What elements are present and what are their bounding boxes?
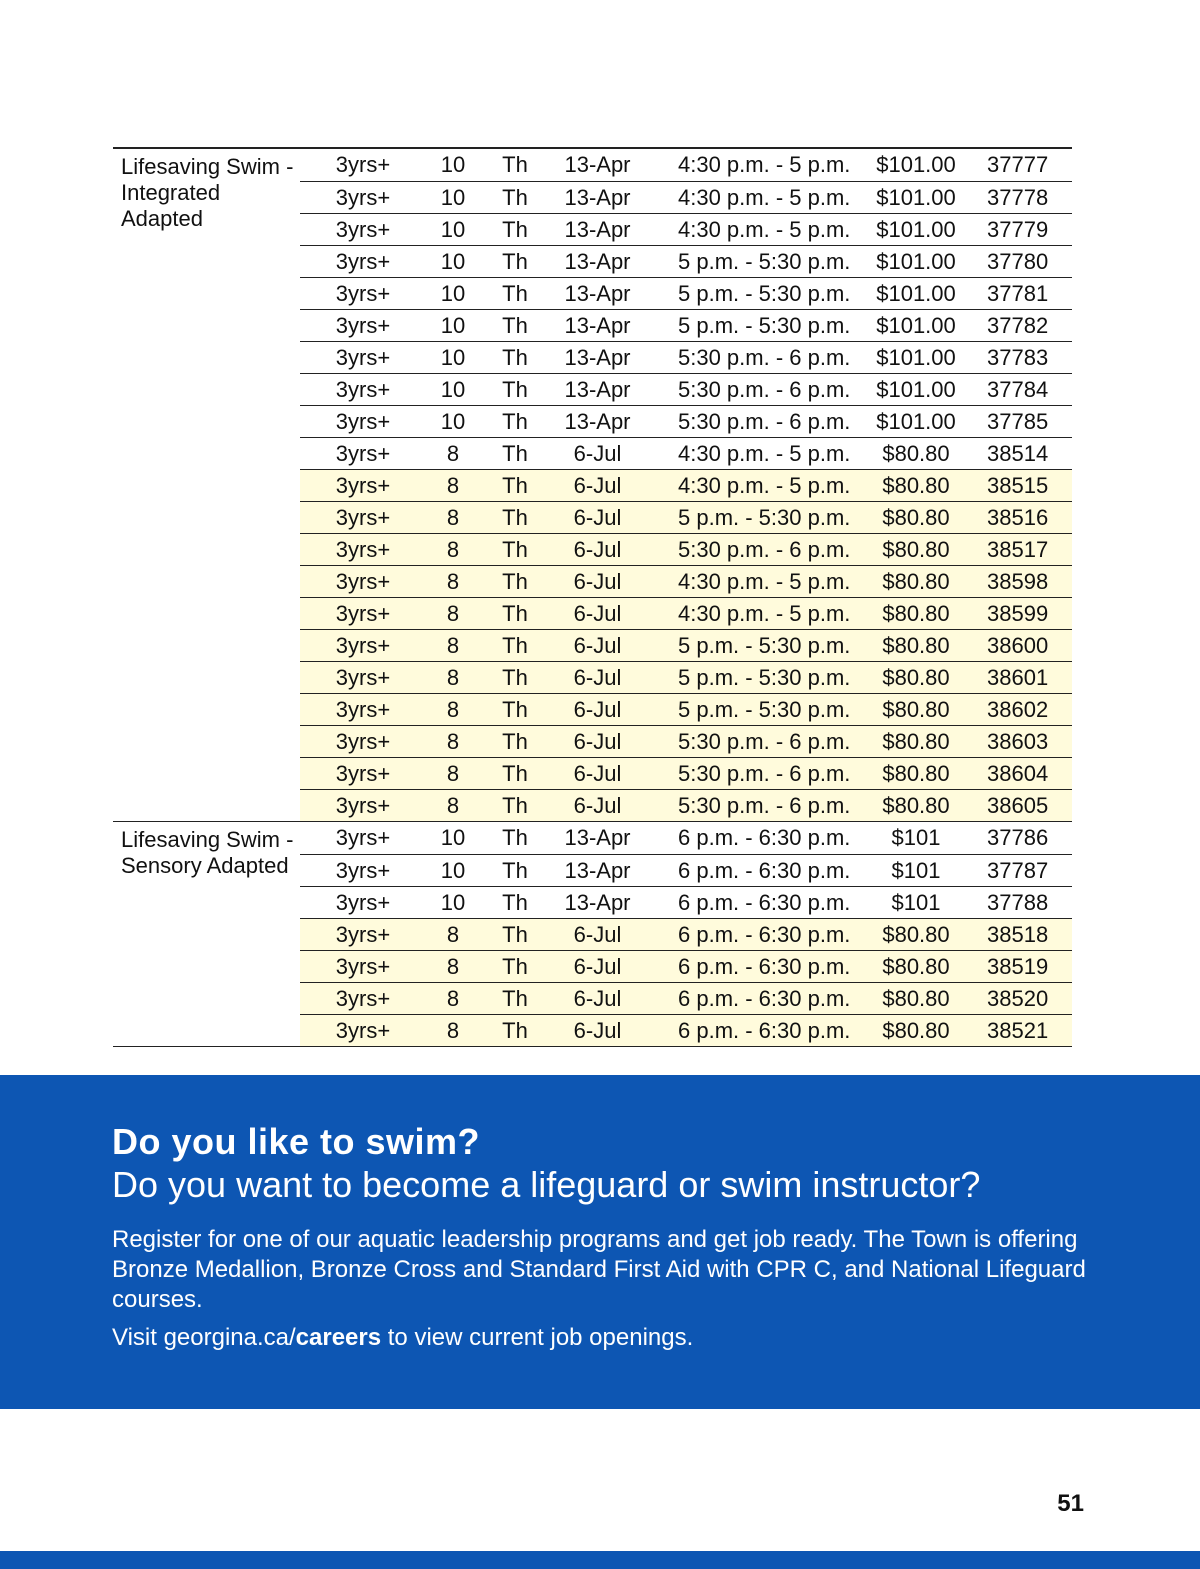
fee-cell: $80.80	[882, 664, 950, 690]
table-row	[300, 597, 1072, 629]
careers-link[interactable]: careers	[295, 1324, 382, 1351]
fee-cell: $80.80	[882, 1017, 950, 1043]
time-cell: 4:30 p.m. - 5 p.m.	[678, 152, 851, 177]
start-date-cell: 13-Apr	[564, 857, 631, 883]
course-code-cell: 37788	[987, 889, 1049, 915]
promo-heading: Do you like to swim?	[112, 1121, 481, 1162]
classes-cell: 8	[446, 472, 460, 498]
fee-cell: $80.80	[882, 568, 950, 594]
fee-cell: $101	[891, 889, 941, 915]
time-cell: 6 p.m. - 6:30 p.m.	[678, 953, 851, 979]
time-cell: 5:30 p.m. - 6 p.m.	[678, 536, 851, 562]
table-row	[300, 181, 1072, 213]
course-code-cell: 38600	[987, 632, 1049, 658]
classes-cell: 10	[440, 152, 466, 177]
program-name: Lifesaving Swim - Integrated Adapted	[121, 154, 294, 231]
promo-subheading: Do you want to become a lifeguard or swim instructor?	[112, 1164, 981, 1205]
table-row	[300, 277, 1072, 309]
time-cell: 6 p.m. - 6:30 p.m.	[678, 857, 851, 883]
table-row	[300, 950, 1072, 982]
program-group	[113, 149, 1072, 821]
fee-cell: $101.00	[876, 216, 956, 242]
age-cell: 3yrs+	[335, 664, 391, 690]
time-cell: 5 p.m. - 5:30 p.m.	[678, 312, 851, 338]
table-bottom-rule	[113, 1046, 1072, 1047]
fee-cell: $101	[891, 825, 941, 850]
age-cell: 3yrs+	[335, 985, 391, 1011]
day-cell: Th	[502, 152, 528, 177]
age-cell: 3yrs+	[335, 857, 391, 883]
day-cell: Th	[502, 825, 528, 850]
age-cell: 3yrs+	[335, 344, 391, 370]
table-row	[300, 533, 1072, 565]
day-cell: Th	[502, 760, 528, 786]
promo-banner	[0, 1075, 1200, 1409]
start-date-cell: 6-Jul	[573, 696, 622, 722]
day-cell: Th	[502, 921, 528, 947]
course-code-cell: 37786	[987, 825, 1049, 850]
course-code-cell: 37780	[987, 248, 1049, 274]
time-cell: 6 p.m. - 6:30 p.m.	[678, 985, 851, 1011]
day-cell: Th	[502, 280, 528, 306]
fee-cell: $101.00	[876, 312, 956, 338]
fee-cell: $101.00	[876, 248, 956, 274]
day-cell: Th	[502, 344, 528, 370]
fee-cell: $80.80	[882, 921, 950, 947]
table-row	[300, 341, 1072, 373]
day-cell: Th	[502, 728, 528, 754]
fee-cell: $80.80	[882, 600, 950, 626]
classes-cell: 10	[440, 312, 466, 338]
day-cell: Th	[502, 376, 528, 402]
fee-cell: $80.80	[882, 953, 950, 979]
day-cell: Th	[502, 664, 528, 690]
day-cell: Th	[502, 953, 528, 979]
age-cell: 3yrs+	[335, 953, 391, 979]
course-code-cell: 38519	[987, 953, 1049, 979]
table-row	[300, 854, 1072, 886]
classes-cell: 10	[440, 889, 466, 915]
table-row	[300, 565, 1072, 597]
time-cell: 6 p.m. - 6:30 p.m.	[678, 825, 851, 850]
table-row	[300, 373, 1072, 405]
course-code-cell: 38521	[987, 1017, 1049, 1043]
start-date-cell: 13-Apr	[564, 248, 631, 274]
table-row	[300, 501, 1072, 533]
day-cell: Th	[502, 312, 528, 338]
course-code-cell: 38518	[987, 921, 1049, 947]
time-cell: 5:30 p.m. - 6 p.m.	[678, 344, 851, 370]
course-code-cell: 37782	[987, 312, 1049, 338]
age-cell: 3yrs+	[335, 312, 391, 338]
start-date-cell: 13-Apr	[564, 312, 631, 338]
fee-cell: $80.80	[882, 792, 950, 818]
table-row	[300, 629, 1072, 661]
start-date-cell: 13-Apr	[564, 184, 631, 210]
start-date-cell: 6-Jul	[573, 472, 622, 498]
classes-cell: 8	[446, 985, 460, 1011]
footer-bar	[0, 1551, 1200, 1569]
classes-cell: 10	[440, 376, 466, 402]
time-cell: 4:30 p.m. - 5 p.m.	[678, 568, 851, 594]
table-row	[300, 309, 1072, 341]
table-row	[300, 149, 1072, 181]
time-cell: 6 p.m. - 6:30 p.m.	[678, 1017, 851, 1043]
program-rows	[300, 822, 1072, 1046]
classes-cell: 8	[446, 664, 460, 690]
table-row	[300, 469, 1072, 501]
fee-cell: $80.80	[882, 536, 950, 562]
program-group	[113, 821, 1072, 1046]
time-cell: 5 p.m. - 5:30 p.m.	[678, 504, 851, 530]
time-cell: 4:30 p.m. - 5 p.m.	[678, 440, 851, 466]
time-cell: 4:30 p.m. - 5 p.m.	[678, 216, 851, 242]
classes-cell: 10	[440, 216, 466, 242]
fee-cell: $101.00	[876, 184, 956, 210]
start-date-cell: 6-Jul	[573, 792, 622, 818]
day-cell: Th	[502, 504, 528, 530]
course-code-cell: 38516	[987, 504, 1049, 530]
classes-cell: 10	[440, 248, 466, 274]
course-code-cell: 37779	[987, 216, 1049, 242]
start-date-cell: 6-Jul	[573, 953, 622, 979]
fee-cell: $101.00	[876, 376, 956, 402]
age-cell: 3yrs+	[335, 792, 391, 818]
day-cell: Th	[502, 536, 528, 562]
age-cell: 3yrs+	[335, 152, 391, 177]
age-cell: 3yrs+	[335, 1017, 391, 1043]
age-cell: 3yrs+	[335, 472, 391, 498]
day-cell: Th	[502, 216, 528, 242]
day-cell: Th	[502, 1017, 528, 1043]
start-date-cell: 6-Jul	[573, 985, 622, 1011]
age-cell: 3yrs+	[335, 408, 391, 434]
age-cell: 3yrs+	[335, 889, 391, 915]
day-cell: Th	[502, 440, 528, 466]
course-code-cell: 38514	[987, 440, 1049, 466]
age-cell: 3yrs+	[335, 280, 391, 306]
time-cell: 4:30 p.m. - 5 p.m.	[678, 472, 851, 498]
fee-cell: $80.80	[882, 632, 950, 658]
fee-cell: $80.80	[882, 728, 950, 754]
day-cell: Th	[502, 248, 528, 274]
day-cell: Th	[502, 568, 528, 594]
start-date-cell: 6-Jul	[573, 632, 622, 658]
age-cell: 3yrs+	[335, 728, 391, 754]
promo-visit-line	[112, 1323, 1102, 1353]
classes-cell: 8	[446, 728, 460, 754]
age-cell: 3yrs+	[335, 248, 391, 274]
course-code-cell: 38599	[987, 600, 1049, 626]
time-cell: 4:30 p.m. - 5 p.m.	[678, 184, 851, 210]
time-cell: 5 p.m. - 5:30 p.m.	[678, 280, 851, 306]
fee-cell: $101.00	[876, 344, 956, 370]
fee-cell: $101.00	[876, 408, 956, 434]
time-cell: 5 p.m. - 5:30 p.m.	[678, 632, 851, 658]
table-row	[300, 725, 1072, 757]
time-cell: 4:30 p.m. - 5 p.m.	[678, 600, 851, 626]
course-code-cell: 37777	[987, 152, 1049, 177]
age-cell: 3yrs+	[335, 696, 391, 722]
fee-cell: $101	[891, 857, 941, 883]
time-cell: 5 p.m. - 5:30 p.m.	[678, 664, 851, 690]
age-cell: 3yrs+	[335, 568, 391, 594]
time-cell: 5:30 p.m. - 6 p.m.	[678, 376, 851, 402]
day-cell: Th	[502, 696, 528, 722]
fee-cell: $80.80	[882, 985, 950, 1011]
day-cell: Th	[502, 889, 528, 915]
course-code-cell: 37781	[987, 280, 1049, 306]
fee-cell: $80.80	[882, 440, 950, 466]
start-date-cell: 6-Jul	[573, 921, 622, 947]
start-date-cell: 13-Apr	[564, 376, 631, 402]
classes-cell: 8	[446, 792, 460, 818]
start-date-cell: 13-Apr	[564, 152, 631, 177]
table-row	[300, 245, 1072, 277]
table-row	[300, 437, 1072, 469]
day-cell: Th	[502, 184, 528, 210]
time-cell: 5:30 p.m. - 6 p.m.	[678, 792, 851, 818]
time-cell: 5:30 p.m. - 6 p.m.	[678, 408, 851, 434]
table-row	[300, 1014, 1072, 1046]
age-cell: 3yrs+	[335, 504, 391, 530]
fee-cell: $80.80	[882, 504, 950, 530]
fee-cell: $80.80	[882, 696, 950, 722]
classes-cell: 8	[446, 632, 460, 658]
day-cell: Th	[502, 632, 528, 658]
classes-cell: 10	[440, 408, 466, 434]
course-code-cell: 38520	[987, 985, 1049, 1011]
start-date-cell: 13-Apr	[564, 344, 631, 370]
course-code-cell: 38598	[987, 568, 1049, 594]
program-name: Lifesaving Swim - Sensory Adapted	[121, 827, 294, 878]
classes-cell: 8	[446, 921, 460, 947]
day-cell: Th	[502, 472, 528, 498]
table-row	[300, 661, 1072, 693]
table-row	[300, 789, 1072, 821]
classes-cell: 8	[446, 1017, 460, 1043]
promo-content	[112, 1121, 1102, 1353]
start-date-cell: 6-Jul	[573, 664, 622, 690]
classes-cell: 8	[446, 760, 460, 786]
fee-cell: $101.00	[876, 152, 956, 177]
program-rows	[300, 149, 1072, 821]
start-date-cell: 13-Apr	[564, 889, 631, 915]
age-cell: 3yrs+	[335, 760, 391, 786]
classes-cell: 10	[440, 344, 466, 370]
age-cell: 3yrs+	[335, 921, 391, 947]
course-code-cell: 38605	[987, 792, 1049, 818]
age-cell: 3yrs+	[335, 216, 391, 242]
start-date-cell: 13-Apr	[564, 408, 631, 434]
age-cell: 3yrs+	[335, 184, 391, 210]
age-cell: 3yrs+	[335, 600, 391, 626]
time-cell: 5:30 p.m. - 6 p.m.	[678, 728, 851, 754]
fee-cell: $80.80	[882, 472, 950, 498]
age-cell: 3yrs+	[335, 825, 391, 850]
visit-prefix: Visit georgina.ca/	[112, 1324, 296, 1351]
start-date-cell: 13-Apr	[564, 825, 631, 850]
fee-cell: $80.80	[882, 760, 950, 786]
table-row	[300, 886, 1072, 918]
start-date-cell: 13-Apr	[564, 216, 631, 242]
age-cell: 3yrs+	[335, 440, 391, 466]
course-code-cell: 38602	[987, 696, 1049, 722]
start-date-cell: 6-Jul	[573, 568, 622, 594]
classes-cell: 8	[446, 953, 460, 979]
classes-cell: 8	[446, 536, 460, 562]
start-date-cell: 13-Apr	[564, 280, 631, 306]
classes-cell: 8	[446, 504, 460, 530]
course-code-cell: 38515	[987, 472, 1049, 498]
table-row	[300, 405, 1072, 437]
start-date-cell: 6-Jul	[573, 760, 622, 786]
course-code-cell: 37784	[987, 376, 1049, 402]
table-body	[113, 149, 1072, 1046]
start-date-cell: 6-Jul	[573, 600, 622, 626]
visit-suffix: to view current job openings.	[381, 1324, 694, 1351]
start-date-cell: 6-Jul	[573, 440, 622, 466]
classes-cell: 8	[446, 440, 460, 466]
start-date-cell: 6-Jul	[573, 504, 622, 530]
classes-cell: 10	[440, 280, 466, 306]
classes-cell: 8	[446, 568, 460, 594]
course-code-cell: 38604	[987, 760, 1049, 786]
classes-cell: 10	[440, 857, 466, 883]
fee-cell: $101.00	[876, 280, 956, 306]
day-cell: Th	[502, 857, 528, 883]
course-code-cell: 38601	[987, 664, 1049, 690]
start-date-cell: 6-Jul	[573, 1017, 622, 1043]
course-code-cell: 38603	[987, 728, 1049, 754]
day-cell: Th	[502, 600, 528, 626]
table-row	[300, 822, 1072, 854]
classes-cell: 10	[440, 825, 466, 850]
program-schedule-table	[113, 147, 1072, 1047]
table-row	[300, 693, 1072, 725]
classes-cell: 8	[446, 600, 460, 626]
age-cell: 3yrs+	[335, 536, 391, 562]
age-cell: 3yrs+	[335, 632, 391, 658]
time-cell: 6 p.m. - 6:30 p.m.	[678, 921, 851, 947]
course-code-cell: 37778	[987, 184, 1049, 210]
time-cell: 5 p.m. - 5:30 p.m.	[678, 248, 851, 274]
day-cell: Th	[502, 985, 528, 1011]
start-date-cell: 6-Jul	[573, 728, 622, 754]
age-cell: 3yrs+	[335, 376, 391, 402]
course-code-cell: 38517	[987, 536, 1049, 562]
page-number: 51	[1057, 1490, 1084, 1517]
course-code-cell: 37787	[987, 857, 1049, 883]
table-row	[300, 213, 1072, 245]
promo-body: Register for one of our aquatic leadership programs and get job ready. The Town is offering Bronze Medallion, Bronze Cross and Standard First Aid with CPR C, and National Lifeguard courses.	[112, 1226, 1086, 1313]
table-row	[300, 982, 1072, 1014]
start-date-cell: 6-Jul	[573, 536, 622, 562]
day-cell: Th	[502, 792, 528, 818]
classes-cell: 8	[446, 696, 460, 722]
table-row	[300, 918, 1072, 950]
course-code-cell: 37785	[987, 408, 1049, 434]
day-cell: Th	[502, 408, 528, 434]
table-row	[300, 757, 1072, 789]
course-code-cell: 37783	[987, 344, 1049, 370]
time-cell: 5:30 p.m. - 6 p.m.	[678, 760, 851, 786]
time-cell: 6 p.m. - 6:30 p.m.	[678, 889, 851, 915]
time-cell: 5 p.m. - 5:30 p.m.	[678, 696, 851, 722]
classes-cell: 10	[440, 184, 466, 210]
